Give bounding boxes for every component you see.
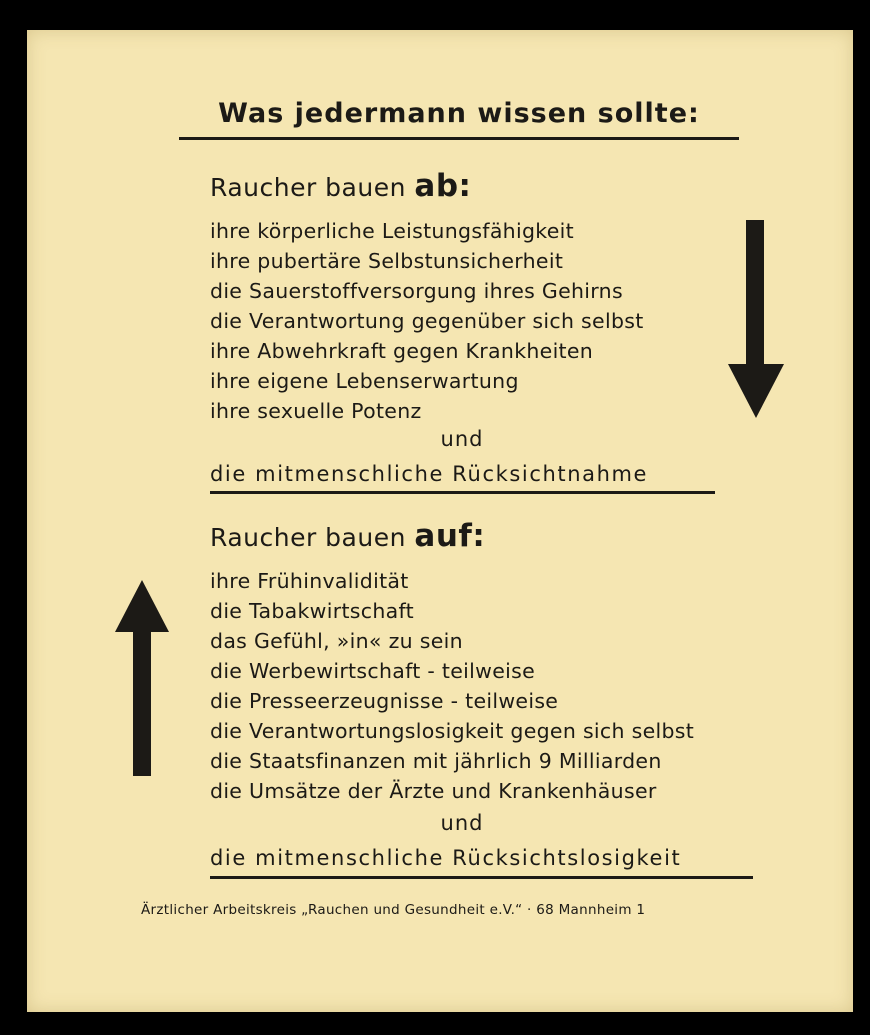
section-up-conjunction: und xyxy=(440,811,484,835)
section-up-list-item: das Gefühl, »in« zu sein xyxy=(210,629,463,653)
arrow-up-icon xyxy=(115,580,169,776)
leaflet-page xyxy=(27,30,853,1012)
section-down-heading-prefix: Raucher bauen xyxy=(210,173,406,202)
section-down-list-item: ihre Abwehrkraft gegen Krankheiten xyxy=(210,339,594,363)
section-down-list-item: ihre sexuelle Potenz xyxy=(210,399,422,423)
section-up-closing: die mitmenschliche Rücksichtslosigkeit xyxy=(210,846,682,870)
arrow-down-icon xyxy=(728,220,784,418)
section-up-heading-prefix: Raucher bauen xyxy=(210,523,406,552)
section-up-heading-emph: auf: xyxy=(414,518,486,554)
section-up-list-item: die Werbewirtschaft - teilweise xyxy=(210,659,536,683)
section-down-heading-emph: ab: xyxy=(414,168,472,204)
leaflet-title: Was jedermann wissen sollte: xyxy=(218,98,700,129)
section-up-list-item: ihre Frühinvalidität xyxy=(210,569,409,593)
section-up-list-item: die Staatsfinanzen mit jährlich 9 Milliarden xyxy=(210,749,662,773)
section-up-heading xyxy=(210,518,485,554)
section-up-list-item: die Verantwortungslosigkeit gegen sich selbst xyxy=(210,719,695,743)
section-down-list xyxy=(210,216,644,426)
section-down-heading xyxy=(210,168,471,204)
section-down-underline xyxy=(210,491,715,494)
section-up-list-item: die Presseerzeugnisse - teilweise xyxy=(210,689,559,713)
section-down-list-item: ihre körperliche Leistungsfähigkeit xyxy=(210,219,574,243)
publisher-footer: Ärztlicher Arbeitskreis „Rauchen und Gesundheit e.V.“ · 68 Mannheim 1 xyxy=(141,902,646,918)
section-down-closing: die mitmenschliche Rücksichtnahme xyxy=(210,462,649,486)
section-up-underline xyxy=(210,876,753,879)
section-down-list-item: die Verantwortung gegenüber sich selbst xyxy=(210,309,644,333)
section-up-list-item: die Tabakwirtschaft xyxy=(210,599,415,623)
title-underline xyxy=(179,137,739,140)
section-up-list xyxy=(210,566,694,806)
section-down-list-item: ihre eigene Lebenserwartung xyxy=(210,369,519,393)
section-down-list-item: die Sauerstoffversorgung ihres Gehirns xyxy=(210,279,623,303)
section-down-conjunction: und xyxy=(440,427,484,451)
section-down-list-item: ihre pubertäre Selbstunsicherheit xyxy=(210,249,564,273)
section-up-list-item: die Umsätze der Ärzte und Krankenhäuser xyxy=(210,779,657,803)
